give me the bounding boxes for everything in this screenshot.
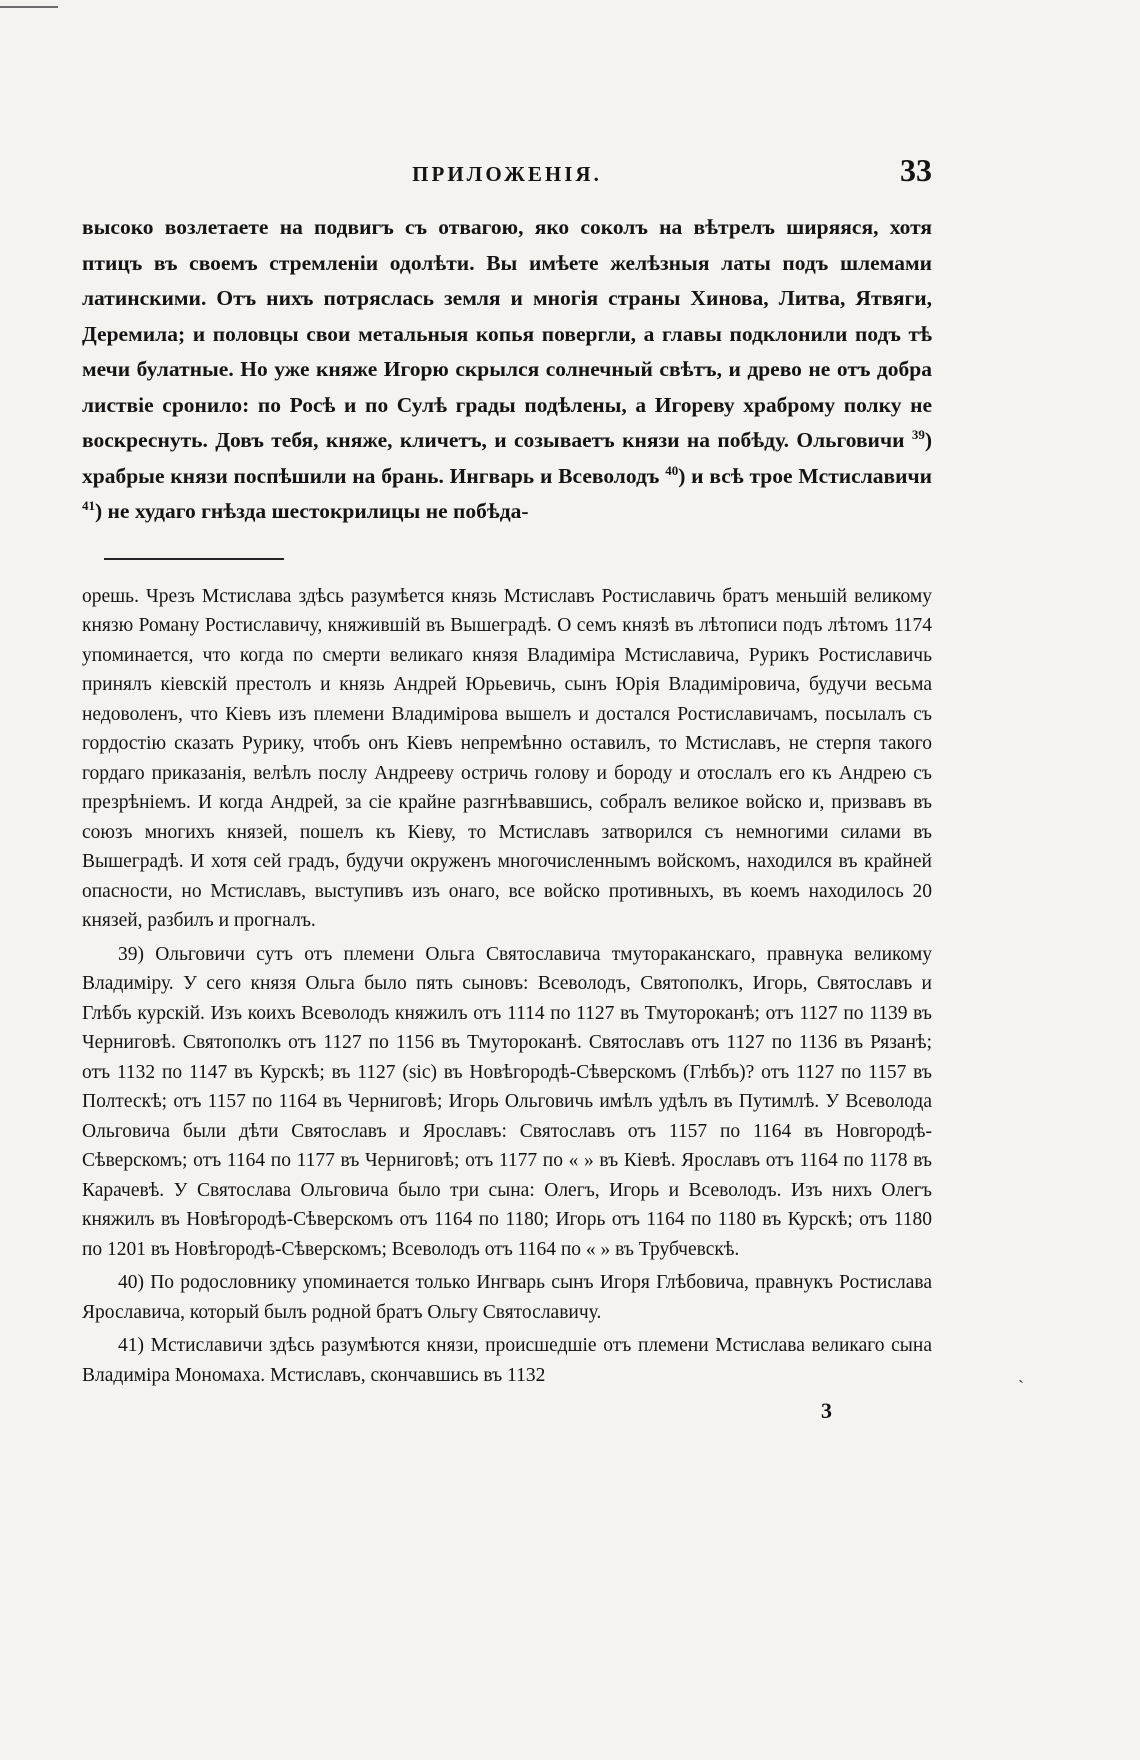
main-text [82, 210, 932, 530]
signature-mark: 3 [821, 1398, 832, 1423]
page-number: 33 [900, 152, 932, 188]
main-text-part-2: ) храбрые князи поспѣшили на брань. Ингварь и Всеволодъ [82, 428, 932, 488]
page [82, 150, 932, 1424]
footnote-ref-40[interactable]: 40 [665, 462, 679, 478]
running-title: ПРИЛОЖЕНІЯ. [412, 162, 602, 186]
main-text-part-4: ) не худаго гнѣзда шестокрилицы не побѣда- [95, 499, 529, 523]
main-text-part-1: высоко возлетаете на подвигъ съ отвагою, яко соколъ на вѣтрелъ ширяяся, хотя птицъ въ своемъ стремленіи одолѣти. Вы имѣете желѣзныя латы подъ шлемами латинскими. Отъ нихъ потряслась земля и многія страны Хинова, Литва, Ятвяги, Деремила; и половцы свои метальныя копья повергли, а главы подклонили подъ тѣ мечи булатные. Но уже княже Игорю скрылся солнечный свѣтъ, и древо не отъ добра листвіе сронило: по Росѣ и по Сулѣ грады подѣлены, а Игореву храброму полку не воскреснуть. Довъ тебя, княже, кличетъ, и созываетъ князи на побѣду. Ольговичи [82, 215, 932, 452]
footnote-ref-41[interactable]: 41 [82, 497, 95, 513]
stray-mark: ˋ [1018, 1377, 1024, 1397]
corner-rule [0, 6, 58, 8]
page-header [82, 150, 932, 198]
footnote-40: 40) По родословнику упоминается только Ингварь сынъ Игоря Глѣбовича, правнукъ Ростислава Ярославича, который былъ родной братъ Ольгу Святославичу. [82, 1272, 932, 1323]
footnote-ref-39[interactable]: 39 [911, 426, 925, 442]
footnote-continuation: орешь. Чрезъ Мстислава здѣсь разумѣется князь Мстиславъ Ростиславичь братъ меньшій великому князю Роману Ростиславичу, княжившій въ Вышеградѣ. О семъ князѣ въ лѣтописи подъ лѣтомъ 1174 упоминается, что когда по смерти великаго князя Владиміра Мстиславича, Рурикъ Ростиславичь принялъ кіевскій престолъ и князь Андрей Юрьевичь, сынъ Юрія Владиміровича, будучи весьма недоволенъ, что Кіевъ изъ племени Владимірова вышелъ и достался Ростиславичамъ, посылалъ съ гордостію сказать Рурику, чтобъ онъ Кіевъ непремѣнно оставилъ, то Мстиславъ, не стерпя такого гордаго приказанія, велѣлъ послу Андрееву остричь голову и бороду и отослалъ его къ Андрею съ презрѣніемъ. И когда Андрей, за сіе крайне разгнѣвавшись, собралъ великое войско и, призвавъ въ союзъ многихъ князей, пошелъ къ Кіеву, то Мстиславъ затворился съ немногими силами въ Вышеградѣ. И хотя сей градъ, будучи окруженъ многочисленнымъ войскомъ, находился въ крайней опасности, но Мстиславъ, выступивъ изъ онаго, все войско противныхъ, въ коемъ находилось 20 князей, разбилъ и прогналъ. [82, 585, 932, 931]
main-text-part-3: ) и всѣ трое Мстиславичи [678, 463, 933, 488]
footnote-separator [104, 558, 284, 560]
footnotes [82, 582, 932, 1391]
footnote-41: 41) Мстиславичи здѣсь разумѣются князи, происшедшіе отъ племени Мстислава великаго сына Владиміра Мономаха. Мстиславъ, скончавшись въ 1132 [82, 1335, 932, 1386]
footnote-39: 39) Ольговичи сутъ отъ племени Ольга Святославича тмутораканскаго, правнука великому Владиміру. У сего князя Ольга было пять сыновъ: Всеволодъ, Святополкъ, Игорь, Святославъ и Глѣбъ курскій. Изъ коихъ Всеволодъ княжилъ отъ 1114 по 1127 въ Тмутороканѣ; отъ 1127 по 1139 въ Черниговѣ. Святополкъ отъ 1127 по 1156 въ Тмутороканѣ. Святославъ отъ 1127 по 1136 въ Рязанѣ; отъ 1132 по 1147 въ Курскѣ; въ 1127 (sic) въ Новѣгородѣ-Сѣверскомъ (Глѣбъ)? отъ 1127 по 1157 въ Полтескѣ; отъ 1157 по 1164 въ Черниговѣ; Игорь Ольговичь имѣлъ удѣлъ въ Путимлѣ. У Всеволода Ольговича были дѣти Святославъ и Ярославъ: Святославъ отъ 1157 по 1164 въ Новгородѣ-Сѣверскомъ; отъ 1164 по 1177 въ Черниговѣ; отъ 1177 по « » въ Кіевѣ. Ярославъ отъ 1164 по 1178 въ Карачевѣ. У Святослава Ольговича было три сына: Олегъ, Игорь и Всеволодъ. Изъ нихъ Олегъ княжилъ въ Новѣгородѣ-Сѣверскомъ отъ 1164 по 1180; Игорь отъ 1164 по 1180 въ Курскѣ; отъ 1180 по 1201 въ Новѣгородѣ-Сѣверскомъ; Всеволодъ отъ 1164 по « » въ Трубчевскѣ. [82, 943, 932, 1260]
